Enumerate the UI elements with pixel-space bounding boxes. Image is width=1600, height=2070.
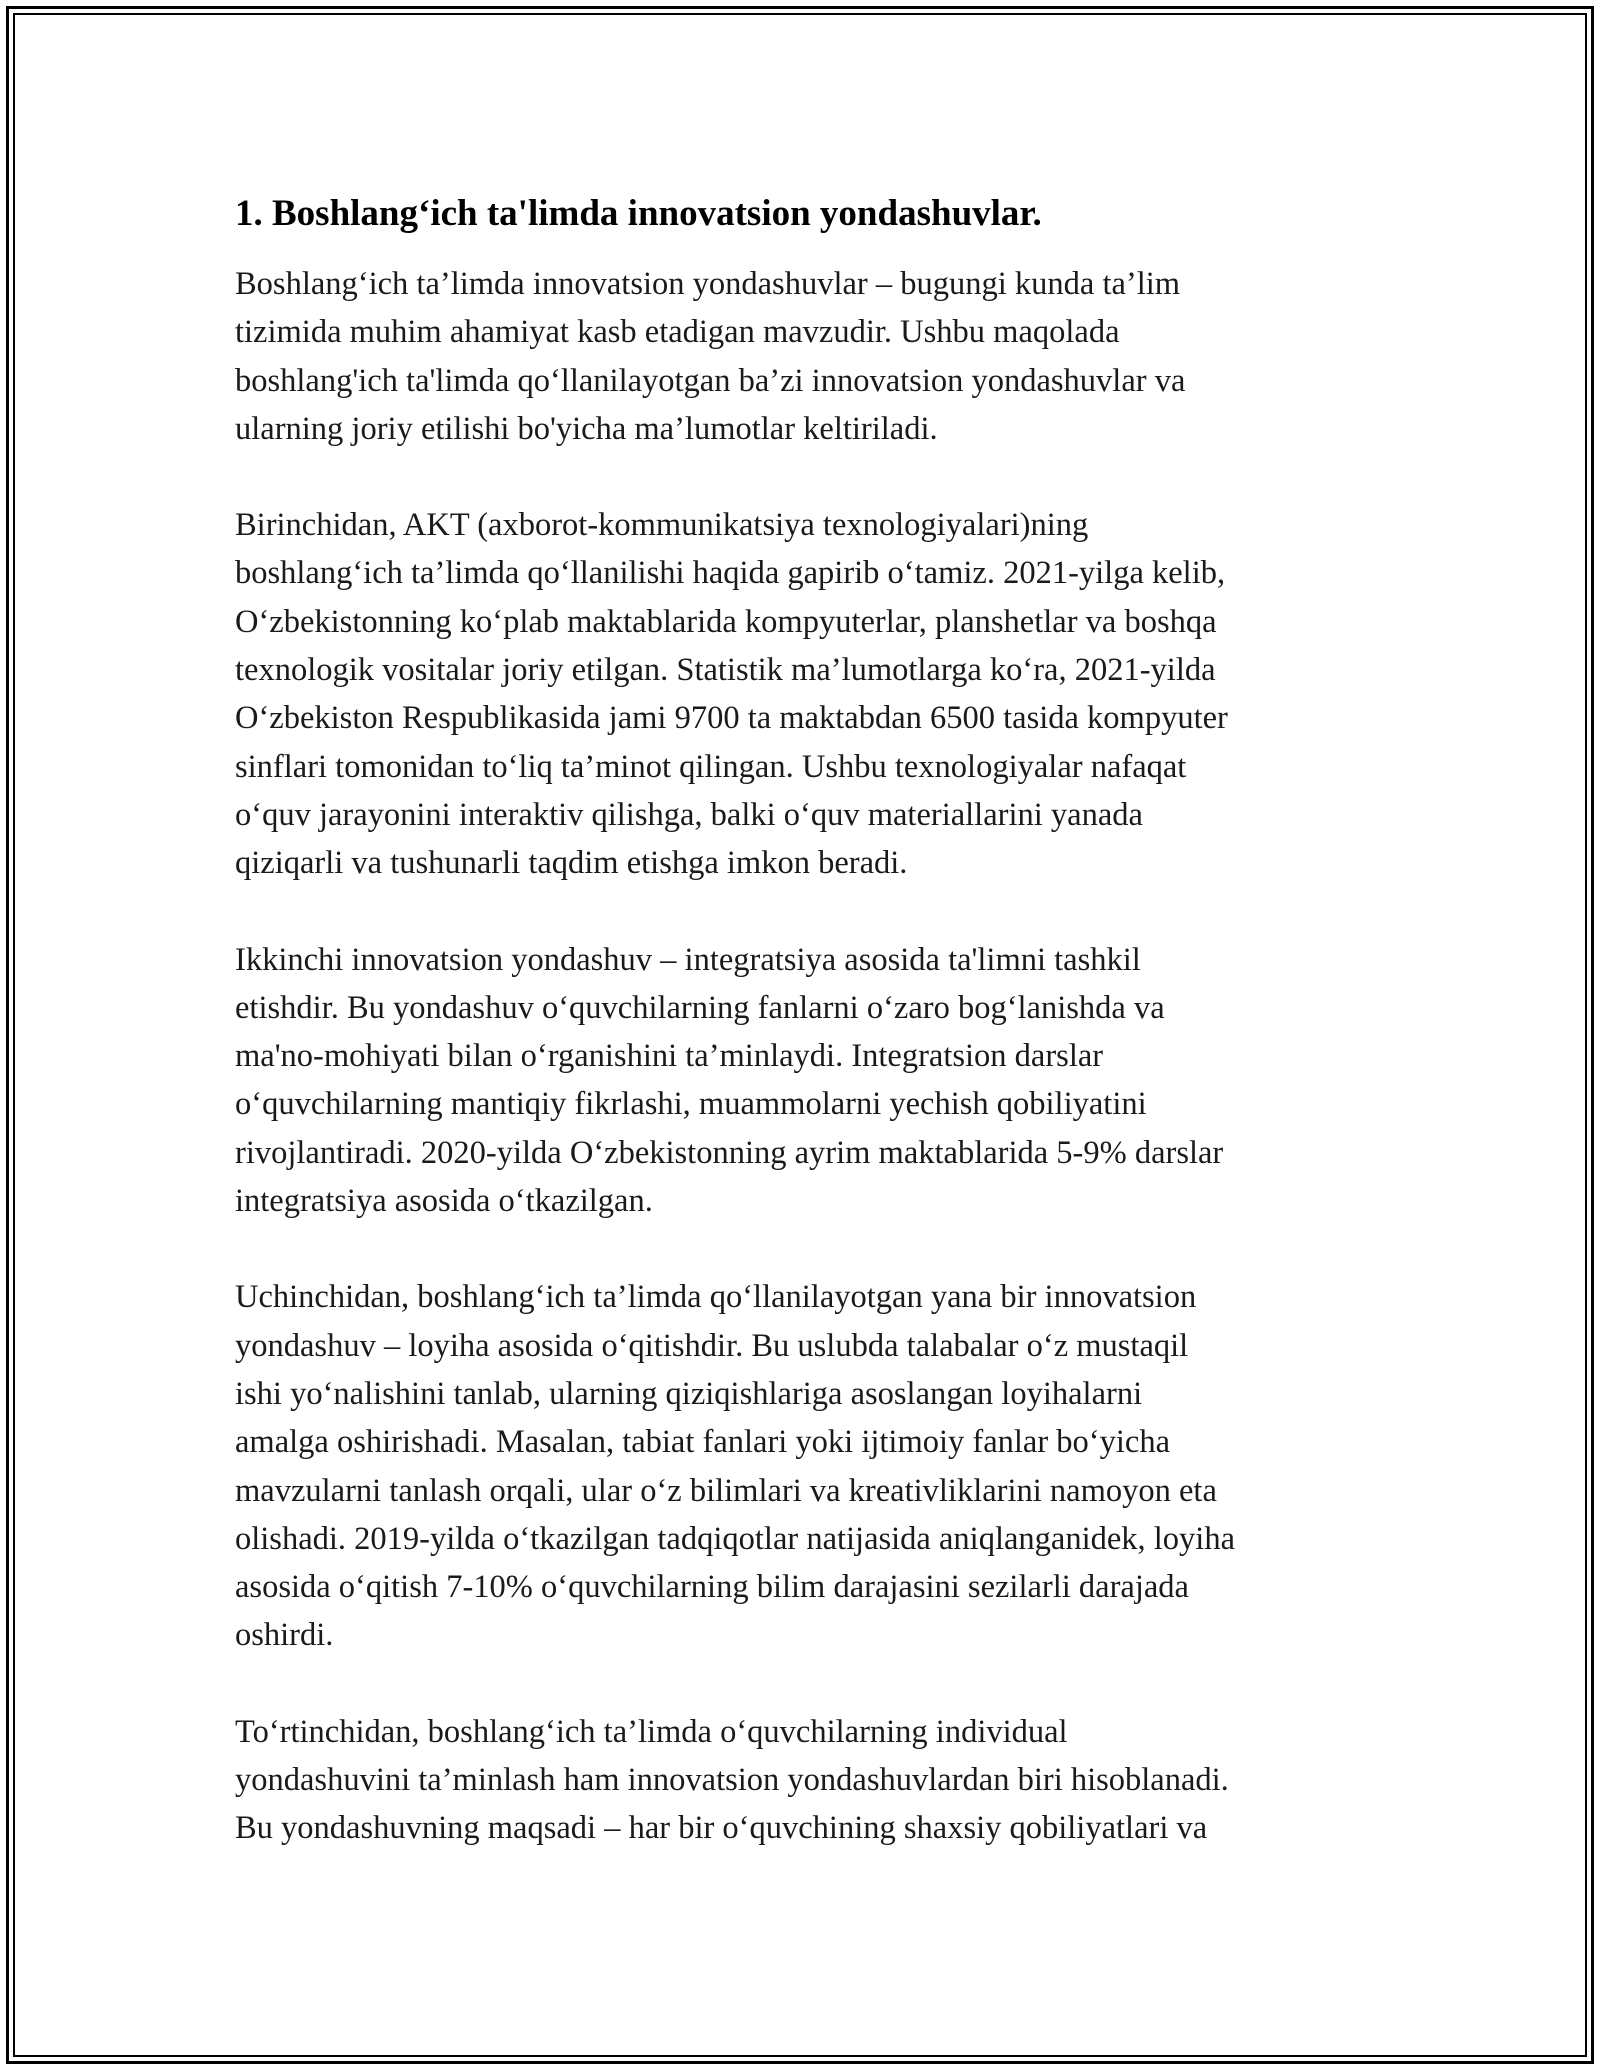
paragraph [235, 936, 1370, 1226]
paragraph-line: Birinchidan, AKT (axborot-kommunikatsiya texnologiyalari)ning [235, 507, 1089, 544]
paragraph [235, 1708, 1370, 1853]
paragraph-line: rivojlantiradi. 2020-yilda O‘zbekistonning ayrim maktablarida 5-9% darslar [235, 1134, 1224, 1171]
paragraph-line: o‘quvchilarning mantiqiy fikrlashi, muammolarni yechish qobiliyatini [235, 1086, 1147, 1123]
paragraph-line: boshlang'ich ta'limda qo‘llanilayotgan ba’zi innovatsion yondashuvlar va [235, 362, 1186, 399]
paragraph [235, 501, 1370, 887]
paragraph-line: yondashuvini ta’minlash ham innovatsion yondashuvlardan biri hisoblanadi. [235, 1762, 1229, 1799]
paragraph-line: olishadi. 2019-yilda o‘tkazilgan tadqiqotlar natijasida aniqlanganidek, loyiha [235, 1520, 1236, 1557]
paragraph-line: qiziqarli va tushunarli taqdim etishga imkon beradi. [235, 845, 908, 882]
paragraph-line: o‘quv jarayonini interaktiv qilishga, balki o‘quv materiallarini yanada [235, 796, 1143, 833]
paragraph-line: mavzularni tanlash orqali, ular o‘z bilimlari va kreativliklarini namoyon eta [235, 1472, 1217, 1509]
paragraph-line: integratsiya asosida o‘tkazilgan. [235, 1183, 653, 1220]
paragraph-line: Boshlang‘ich ta’limda innovatsion yondashuvlar – bugungi kunda ta’lim [235, 266, 1181, 302]
paragraph-line: yondashuv – loyiha asosida o‘qitishdir. Bu uslubda talabalar o‘z mustaqil [235, 1327, 1189, 1364]
paragraph-line: texnologik vositalar joriy etilgan. Statistik ma’lumotlarga ko‘ra, 2021-yilda [235, 652, 1216, 689]
paragraph-line: O‘zbekiston Respublikasida jami 9700 ta maktabdan 6500 tasida kompyuter [235, 700, 1228, 737]
paragraph-line: O‘zbekistonning ko‘plab maktablarida kompyuterlar, planshetlar va boshqa [235, 603, 1217, 640]
paragraph-line: boshlang‘ich ta’limda qo‘llanilishi haqida gapirib o‘tamiz. 2021-yilga kelib, [235, 555, 1226, 592]
paragraph-line: To‘rtinchidan, boshlang‘ich ta’limda o‘quvchilarning individual [235, 1713, 1068, 1750]
paragraph-line: Ikkinchi innovatsion yondashuv – integratsiya asosida ta'limni tashkil [235, 941, 1141, 978]
paragraph-line: tizimida muhim ahamiyat kasb etadigan mavzudir. Ushbu maqolada [235, 314, 1120, 351]
section-heading: 1. Boshlang‘ich ta'limda innovatsion yondashuvlar. [235, 193, 1042, 234]
paragraph-line: ularning joriy etilishi bo'yicha ma’lumotlar keltiriladi. [235, 410, 938, 447]
paragraph-line: ishi yo‘nalishini tanlab, ularning qiziqishlariga asoslangan loyihalarni [235, 1375, 1143, 1412]
paragraph-line: ma'no-mohiyati bilan o‘rganishini ta’minlaydi. Integratsion darslar [235, 1038, 1104, 1075]
paragraph-line: asosida o‘qitish 7-10% o‘quvchilarning bilim darajasini sezilarli darajada [235, 1569, 1189, 1606]
document-body [235, 186, 1370, 1901]
paragraph-list [235, 260, 1370, 1853]
paragraph-line: etishdir. Bu yondashuv o‘quvchilarning fanlarni o‘zaro bog‘lanishda va [235, 989, 1165, 1026]
paragraph-line: oshirdi. [235, 1617, 334, 1654]
paragraph-line: Bu yondashuvning maqsadi – har bir o‘quvchining shaxsiy qobiliyatlari va [235, 1810, 1208, 1847]
paragraph [235, 1273, 1370, 1659]
paragraph [235, 260, 1370, 453]
paragraph-line: sinflari tomonidan to‘liq ta’minot qilingan. Ushbu texnologiyalar nafaqat [235, 748, 1187, 785]
paragraph-line: Uchinchidan, boshlang‘ich ta’limda qo‘llanilayotgan yana bir innovatsion [235, 1279, 1197, 1316]
paragraph-line: amalga oshirishadi. Masalan, tabiat fanlari yoki ijtimoiy fanlar bo‘yicha [235, 1424, 1170, 1461]
